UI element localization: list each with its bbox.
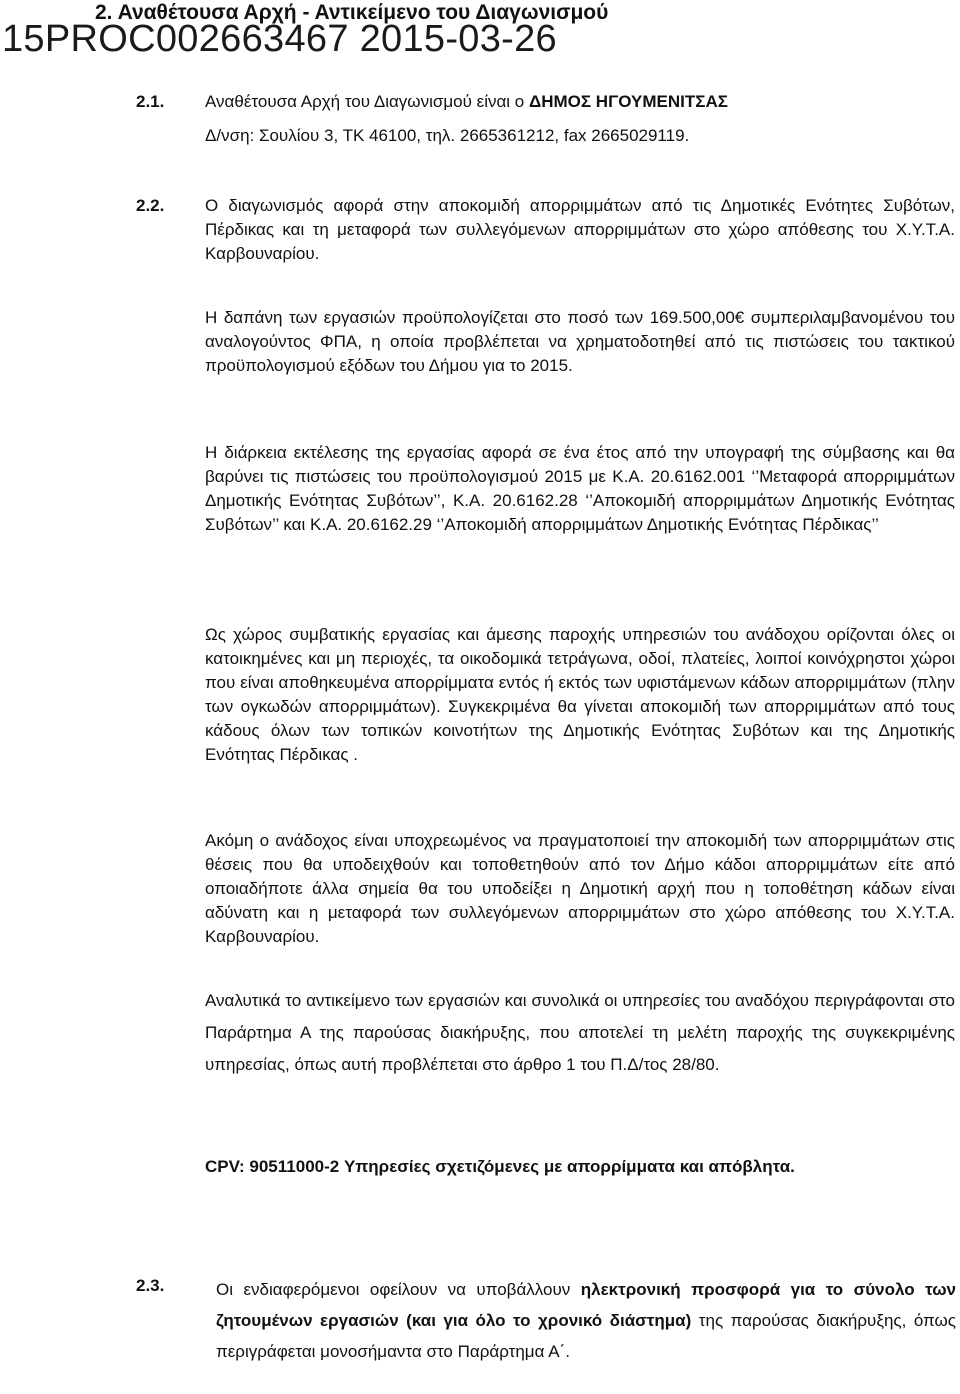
authority-address: Δ/νση: Σουλίου 3, ΤΚ 46100, τηλ. 2665361212, fax 2665029119. [205,126,690,145]
section-heading: 2. Αναθέτουσα Αρχή - Αντικείμενο του Διαγωνισμού [95,1,609,24]
offer-text-2: της παρούσας διακήρυξης, όπως περιγράφεται μονοσήμαντα στο Παράρτημα Α΄. [216,1311,956,1361]
paragraph-obligations: Ακόμη ο ανάδοχος είναι υποχρεωμένος να πραγματοποιεί την αποκομιδή των απορριμμάτων στις θέσεις που θα υποδειχθούν και τοποθετηθούν από τον Δήμο κάδοι απορριμμάτων είτε από οποιαδήποτε άλλα σημεία θα του υποδείξει η Δημοτική αρχή που η τοποθέτηση κάδων είναι αδύνατη και η μεταφορά των συλλεγόμενων απορριμμάτων στο χώρο απόθεσης του Χ.Υ.Τ.Α. Καρβουναρίου. [205,831,955,946]
paragraph-offer [216,1274,956,1367]
paragraph-annex: Αναλυτικά το αντικείμενο των εργασιών και συνολικά οι υπηρεσίες του αναδόχου περιγράφονται στο Παράρτημα Α της παρούσας διακήρυξης, που αποτελεί τη μελέτη παροχής της συγκεκριμένης υπηρεσίας, όπως αυτή προβλέπεται στο άρθρο 1 του Π.Δ/τος 28/80. [205,991,955,1074]
authority-name: ΔΗΜΟΣ ΗΓΟΥΜΕΝΙΤΣΑΣ [528,92,728,111]
paragraph-work-area: Ως χώρος συμβατικής εργασίας και άμεσης παροχής υπηρεσιών του ανάδοχου ορίζονται όλες οι κατοικημένες και μη περιοχές, τα οικοδομικά τετράγωνα, οδοί, πλατείες, λοιποί κοινόχρηστοι χώροι που είναι αποθηκευμένα απορρίμματα εντός ή εκτός των υφιστάμενων κάδων απορριμμάτων (πλην των ογκωδών απορριμμάτων). Συγκεκριμένα θα γίνεται αποκομιδή των απορριμμάτων από τους κάδους όλων των τοπικών κοινοτήτων της Δημοτικής Ενότητας Συβότων και της Δημοτικής Ενότητας Πέρδικας . [205,625,955,764]
cpv-code: CPV: 90511000-2 Υπηρεσίες σχετιζόμενες με απορρίμματα και απόβλητα. [205,1157,795,1176]
offer-text-1: Οι ενδιαφερόμενοι οφείλουν να υποβάλλουν [216,1280,581,1299]
authority-prefix: Αναθέτουσα Αρχή του Διαγωνισμού είναι ο [205,92,529,111]
paragraph-budget: Η δαπάνη των εργασιών προϋπολογίζεται στο ποσό των 169.500,00€ συμπεριλαμβανομένου του αναλογούντος ΦΠΑ, η οποία προβλέπεται να χρηματοδοτηθεί από τις πιστώσεις του τακτικού προϋπολογισμού εξόδων του Δήμου για το 2015. [205,308,955,375]
contracting-authority [205,90,895,114]
section-number-2-3: 2.3. [136,1276,165,1295]
section-number-2-1: 2.1. [136,92,165,111]
paragraph-duration: Η διάρκεια εκτέλεσης της εργασίας αφορά σε ένα έτος από την υπογραφή της σύμβασης και θα βαρύνει τις πιστώσεις του προϋπολογισμού 2015 με Κ.Α. 20.6162.001 ‘’Μεταφορά απορριμμάτων Δημοτικής Ενότητας Συβότων’’, Κ.Α. 20.6162.28 ‘’Αποκομιδή απορριμμάτων Δημοτικής Ενότητας Συβότων’’ και Κ.Α. 20.6162.29 ‘’Αποκομιδή απορριμμάτων Δημοτικής Ενότητας Πέρδικας’’ [205,443,955,534]
section-number-2-2: 2.2. [136,196,165,215]
offer-text-emphasis: ηλεκτρονική προσφορά για το σύνολο των ζητουμένων εργασιών (και για όλο το χρονικό διάστημα) [216,1280,957,1330]
paragraph-subject: Ο διαγωνισμός αφορά στην αποκομιδή απορριμμάτων από τις Δημοτικές Ενότητες Συβότων, Πέρδικας και τη μεταφορά των συλλεγόμενων απορριμμάτων στο χώρο απόθεσης του Χ.Υ.Τ.Α. Καρβουναρίου. [205,196,955,263]
document-id-stamp: 15PROC002663467 2015-03-26 [2,18,557,60]
